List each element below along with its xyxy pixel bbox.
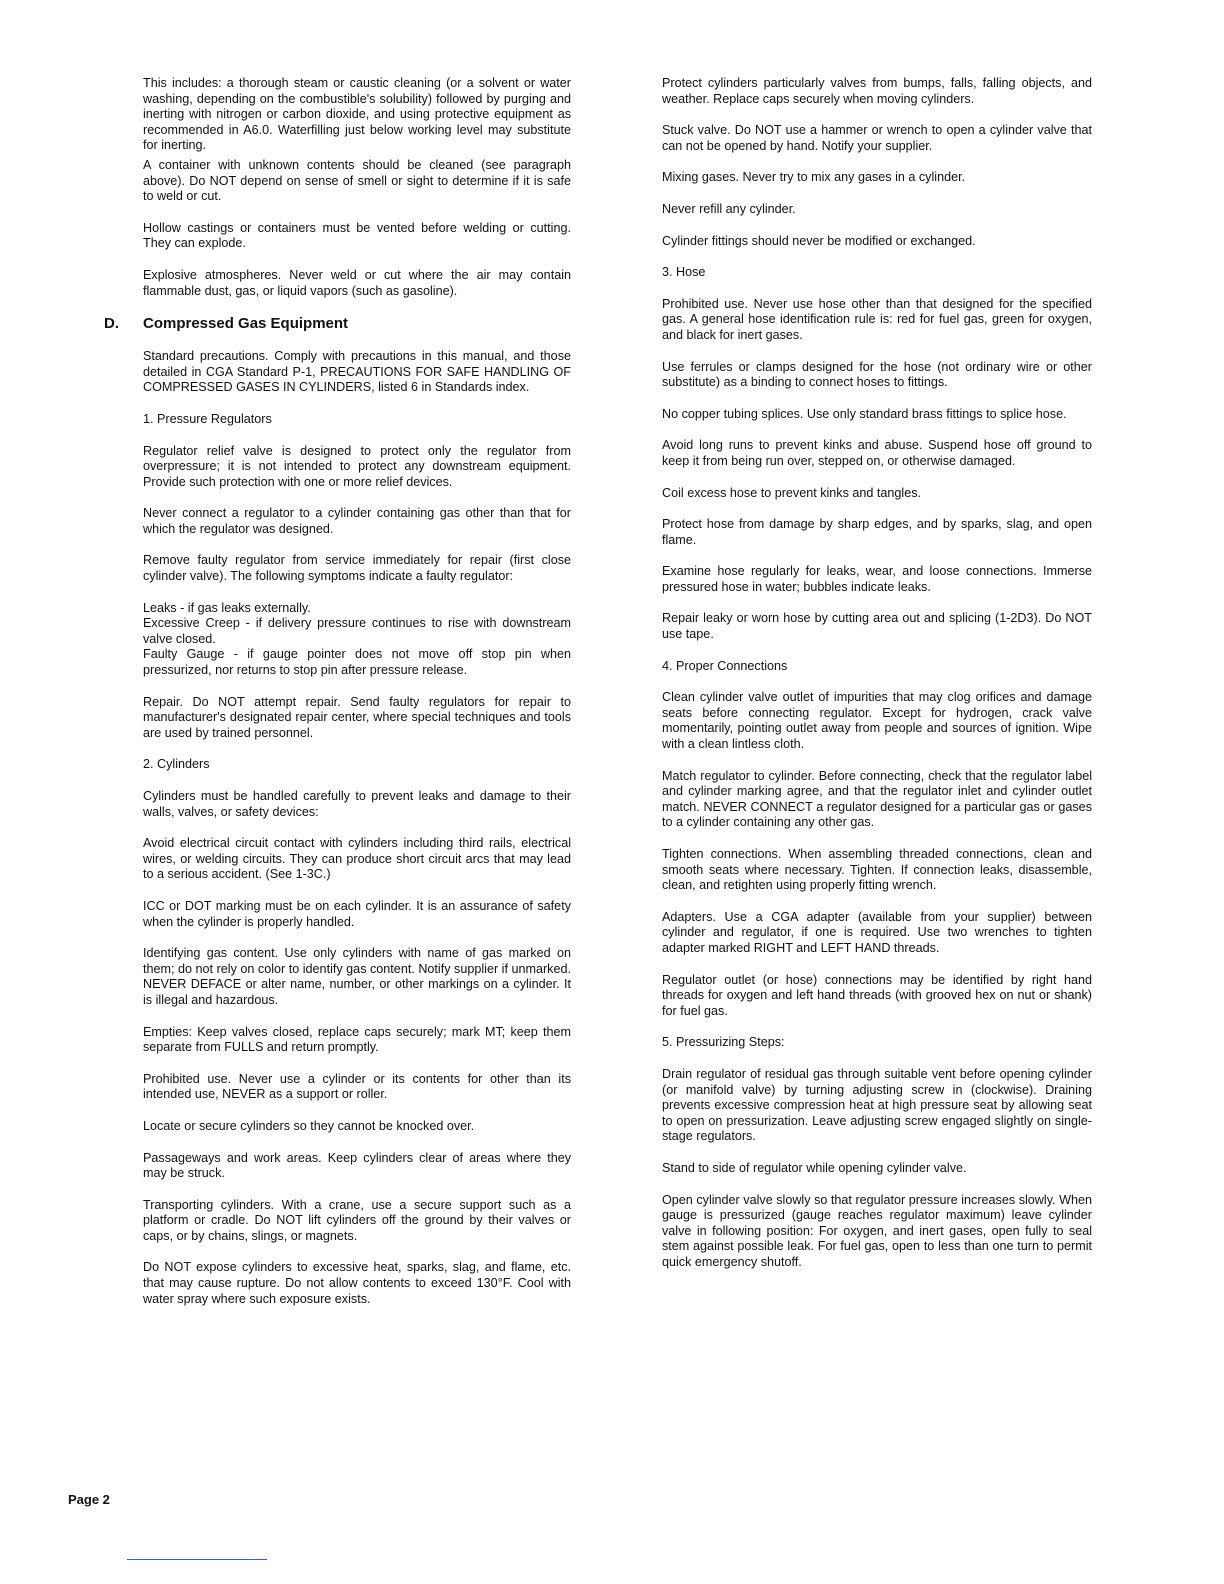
paragraph-stand-to-side: Stand to side of regulator while opening cylinder valve. <box>662 1160 967 1175</box>
section-letter: D. <box>104 315 119 333</box>
paragraph-repair: Repair. Do NOT attempt repair. Send faulty regulators for repair to manufacturer's designated repair center, where special techniques and tools are used by trained personnel. <box>143 694 571 740</box>
paragraph-protect-cylinders: Protect cylinders particularly valves from bumps, falls, falling objects, and weather. Replace caps securely when moving cylinders. <box>662 76 1092 106</box>
paragraph-repair-hose: Repair leaky or worn hose by cutting area out and splicing (1-2D3). Do NOT use tape. <box>662 611 1092 642</box>
paragraph-prohibited-use: Prohibited use. Never use a cylinder or its contents for other than its intended use, NEVER as a support or roller. <box>143 1071 571 1102</box>
subheading-proper-connections: 4. Proper Connections <box>662 658 788 673</box>
paragraph-open-slowly: Open cylinder valve slowly so that regulator pressure increases slowly. When gauge is pressurized (gauge reaches regulator maximum) leave cylinder valve in following position: For oxygen, and inert gases, open fully to seal stem against possible leak. For fuel gas, open to less than one turn to permit quick emergency shutoff. <box>662 1192 1092 1269</box>
paragraph-cleaning: This includes: a thorough steam or caustic cleaning (or a solvent or water washing, depending on the combustible's solubility) followed by purging and inerting with nitrogen or carbon dioxide, and using protective equipment as recommended in A6.0. Waterfilling just below working level may substitute for inerting. <box>143 76 571 153</box>
paragraph-outlet-threads: Regulator outlet (or hose) connections may be identified by right hand threads for oxygen and left hand threads (with grooved hex on nut or shank) for fuel gas. <box>662 972 1092 1018</box>
section-heading <box>104 315 571 333</box>
paragraph-icc-dot: ICC or DOT marking must be on each cylinder. It is an assurance of safety when the cylinder is properly handled. <box>143 898 571 929</box>
left-column <box>104 76 571 1323</box>
paragraph-adapters: Adapters. Use a CGA adapter (available from your supplier) between cylinder and regulator, if one is required. Use two wrenches to tighten adapter marked RIGHT and LEFT HAND threads. <box>662 909 1092 955</box>
paragraph-unknown-contents: A container with unknown contents should be cleaned (see paragraph above). Do NOT depend on sense of smell or sight to determine if it is safe to weld or cut. <box>143 157 571 204</box>
paragraph-relief-valve: Regulator relief valve is designed to protect only the regulator from overpressure; it is not intended to protect any downstream equipment. Provide such protection with one or more relief devices. <box>143 443 571 489</box>
paragraph-empties: Empties: Keep valves closed, replace caps securely; mark MT; keep them separate from FULLS and return promptly. <box>143 1024 571 1055</box>
paragraph-do-not-expose: Do NOT expose cylinders to excessive heat, sparks, slag, and flame, etc. that may cause rupture. Do not allow contents to exceed 130°F. Cool with water spray where such exposure exists. <box>143 1260 571 1306</box>
paragraph-coil-hose: Coil excess hose to prevent kinks and tangles. <box>662 485 922 500</box>
paragraph-identifying-gas: Identifying gas content. Use only cylinders with name of gas marked on them; do not rely on color to identify gas content. Notify supplier if unmarked. NEVER DEFACE or alter name, number, or other markings on a cylinder. It is illegal and hazardous. <box>143 946 571 1007</box>
section-title: Compressed Gas Equipment <box>143 315 349 333</box>
paragraph-protect-hose: Protect hose from damage by sharp edges, and by sparks, slag, and open flame. <box>662 517 1092 547</box>
page-number: Page 2 <box>68 1492 110 1507</box>
subheading-hose: 3. Hose <box>662 265 706 280</box>
paragraph-standard-precautions: Standard precautions. Comply with precautions in this manual, and those detailed in CGA Standard P-1, PRECAUTIONS FOR SAFE HANDLING OF COMPRESSED GASES IN CYLINDERS, listed 6 in Standards index. <box>143 349 571 395</box>
paragraph-transporting: Transporting cylinders. With a crane, use a secure support such as a platform or cradle. Do NOT lift cylinders off the ground by their valves or caps, or by chains, slings, or magnets. <box>143 1197 571 1243</box>
paragraph-hollow-castings: Hollow castings or containers must be vented before welding or cutting. They can explode. <box>143 220 571 251</box>
paragraph-examine-hose: Examine hose regularly for leaks, wear, and loose connections. Immerse pressured hose in water; bubbles indicate leaks. <box>662 564 1092 594</box>
footer-rule <box>127 1559 267 1560</box>
paragraph-cylinder-fittings: Cylinder fittings should never be modified or exchanged. <box>662 233 976 248</box>
subheading-pressure-regulators: 1. Pressure Regulators <box>143 411 272 426</box>
right-column <box>662 76 1092 1286</box>
paragraph-long-runs: Avoid long runs to prevent kinks and abuse. Suspend hose off ground to keep it from being run over, stepped on, or otherwise damaged. <box>662 438 1092 468</box>
paragraph-remove-faulty: Remove faulty regulator from service immediately for repair (first close cylinder valve). The following symptoms indicate a faulty regulator: <box>143 553 571 584</box>
paragraph-electrical-contact: Avoid electrical circuit contact with cylinders including third rails, electrical wires, or welding circuits. They can produce short circuit arcs that may lead to a serious accident. (See 1-3C.) <box>143 836 571 882</box>
paragraph-stuck-valve: Stuck valve. Do NOT use a hammer or wrench to open a cylinder valve that can not be opened by hand. Notify your supplier. <box>662 123 1092 153</box>
paragraph-explosive-atmospheres: Explosive atmospheres. Never weld or cut where the air may contain flammable dust, gas, or liquid vapors (such as gasoline). <box>143 267 571 298</box>
paragraph-clean-outlet: Clean cylinder valve outlet of impurities that may clog orifices and damage seats before connecting regulator. Except for hydrogen, crack valve momentarily, pointing outlet away from people and sources of ignition. Wipe with a clean lintless cloth. <box>662 690 1092 752</box>
paragraph-never-refill: Never refill any cylinder. <box>662 201 796 216</box>
paragraph-mixing-gases: Mixing gases. Never try to mix any gases in a cylinder. <box>662 170 966 185</box>
paragraph-copper-tubing: No copper tubing splices. Use only standard brass fittings to splice hose. <box>662 406 1067 421</box>
paragraph-drain-regulator: Drain regulator of residual gas through suitable vent before opening cylinder (or manifold valve) by turning adjusting screw in (clockwise). Draining prevents excessive compression heat at high pressure seat by allowing seat to open on pressurization. Leave adjusting screw engaged slightly on single-stage regulators. <box>662 1066 1092 1144</box>
paragraph-handle-carefully: Cylinders must be handled carefully to prevent leaks and damage to their walls, valves, or safety devices: <box>143 789 571 819</box>
paragraph-passageways: Passageways and work areas. Keep cylinders clear of areas where they may be struck. <box>143 1150 571 1181</box>
subheading-pressurizing-steps: 5. Pressurizing Steps: <box>662 1035 785 1050</box>
paragraph-tighten: Tighten connections. When assembling threaded connections, clean and smooth seats where necessary. Tighten. If connection leaks, disassemble, clean, and retighten using properly fitting wrench. <box>662 847 1092 893</box>
paragraph-never-connect: Never connect a regulator to a cylinder containing gas other than that for which the regulator was designed. <box>143 506 571 536</box>
subheading-cylinders: 2. Cylinders <box>143 757 210 772</box>
paragraph-match-regulator: Match regulator to cylinder. Before connecting, check that the regulator label and cylinder marking agree, and that the regulator inlet and cylinder outlet match. NEVER CONNECT a regulator designed for a particular gas or gases to a cylinder containing any other gas. <box>662 768 1092 830</box>
paragraph-locate-secure: Locate or secure cylinders so they cannot be knocked over. <box>143 1118 475 1133</box>
paragraph-ferrules: Use ferrules or clamps designed for the hose (not ordinary wire or other substitute) as a binding to connect hoses to fittings. <box>662 359 1092 390</box>
paragraph-symptoms: Leaks - if gas leaks externally. Excessive Creep - if delivery pressure continues to rise with downstream valve closed. Faulty Gauge - if gauge pointer does not move off stop pin when pressurized, nor returns to stop pin after pressure release. <box>143 600 571 678</box>
paragraph-hose-prohibited: Prohibited use. Never use hose other than that designed for the specified gas. A general hose identification rule is: red for fuel gas, green for oxygen, and black for inert gases. <box>662 296 1092 342</box>
